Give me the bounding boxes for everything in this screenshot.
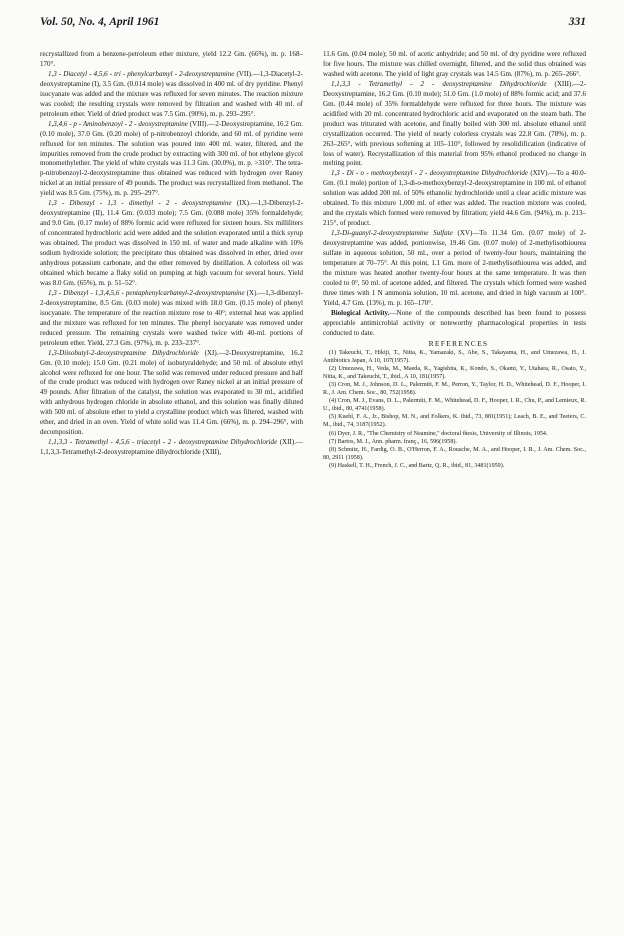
reference-item: (5) Kuehl, F. A., Jr., Bishop, M. N., and Folkers, K. ibid., 73, 881(1951); Leach, B. E., and Teeters, C. M., ibid., 74, 3187(1952). [323, 414, 586, 429]
journal-citation: Vol. 50, No. 4, April 1961 [40, 16, 160, 28]
reference-item: (8) Schmitz, H., Fardig, O. B., O'Herron, F. A., Rousche, M. A., and Hooper, I. R., J. Am. Chem. Soc., 80, 2911 (1958). [323, 446, 586, 461]
compound-title: 1,1,3,3 - Tetramethyl - 4,5,6 - triacetyl - 2 - deoxystreptamine Dihydrochloride [48, 438, 278, 447]
left-paragraph-2: 1,3,4,6 - p - Aminobenzoyl - 2 - deoxystreptamine (VIII).—2-Deoxystreptamine, 16.2 Gm. (0.10 mole), 37.0 Gm. (0.20 mole) of p-nitrobenzoyl chloride, and 60 ml. of pyridine were refluxed for ten minutes. The solution was poured into 400 ml. water, filtered, and the impurities removed from the crude product by extracting with 300 ml. of hot ethylene glycol monomethylether. The yield of white crystals was 11.3 Gm. (30.0%), m. p. >310°. The tetra-p-nitrobenzoyl-2-deoxystreptamine thus obtained was reduced with hydrogen over Raney nickel at an initial pressure of 49 pounds. The product was recrystallized from methanol. The yield was 8.5 Gm. (75%), m. p. 295–297°. [40, 119, 303, 198]
right-column [323, 50, 586, 470]
left-paragraph-1: 1,3 - Diacetyl - 4,5,6 - tri - phenylcarbamyl - 2-deoxystreptamine (VII).—1,3-Diacetyl-2-deoxystreptamine (I), 3.5 Gm. (0.014 mole) was dissolved in 400 ml. of dry pyridine. Phenyl isocyanate was added and the mixture was refluxed for seven minutes. The reaction mixture was cooled; the resulting crystals were removed by filtration and washed with 40 ml. of petroleum ether. Yield of dried product was 7.5 Gm. (90%), m. p. 293–295°. [40, 69, 303, 118]
right-paragraph-1: 1,1,3,3 - Tetramethyl - 2 - deoxystreptamine Dihydrochloride (XIII).—2-Deoxystreptamine, 16.2 Gm. (0.10 mole); 51.0 Gm. (1.0 mole) of 88% formic acid; and 37.6 Gm. (0.44 mole) of 35% formaldehyde were refluxed for three hours. The mixture was acidified with 20 ml. concentrated hydrochloric acid and evaporated on the steam bath. The product was triturated with acetone, and finally boiled with 300 ml. absolute ethanol until crystallization occurred. The yield of nearly colorless crystals was 22.8 Gm. (78%), m. p. 263–265°, with previous softening at 105–110°, followed by resolidification (indicative of loss of water). Recrystallization of this material from 95% ethanol produced no change in melting point. [323, 79, 586, 168]
left-paragraph-4: 1,3 - Dibenzyl - 1,3,4,5,6 - pentaphenylcarbamyl-2-deoxystreptamine (X).—1,3-dibenzyl-2-deoxystreptamine, 8.5 Gm. (0.03 mole) was mixed with 18.0 Gm. (0.15 mole) of phenyl isocyanate. The temperature of the reaction mixture rose to 40°; external heat was applied and the mixture was refluxed for ten minutes. The phenyl isocyanate was removed under reduced pressure. The remaining crystals were washed twice with 40-ml. portions of petroleum ether. Yield, 27.3 Gm. (97%), m. p. 233–237°. [40, 288, 303, 347]
right-paragraph-2: 1,3 - Di - o - methoxybenzyl - 2 - deoxystreptamine Dihydrochloride (XIV).—To a 40.0-Gm. (0.1 mole) portion of 1,3-di-o-methoxybenzyl-2-deoxystreptamine in 100 ml. of ethanol solution was added 200 ml. of 50% ethanolic hydrochloride until a clear acidic mixture was obtained. To this mixture 1,000 ml. of ether was added. The reaction mixture was cooled, and the crystals which formed were removed by filtration; yield 44.6 Gm. (94%), m. p. 213–215°, of product. [323, 169, 586, 228]
page-number: 331 [568, 16, 586, 28]
left-paragraph-3: 1,3 - Dibenzyl - 1,3 - dimethyl - 2 - deoxystreptamine (IX).—1,3-Dibenzyl-2-deoxystreptamine (II), 11.4 Gm. (0.033 mole); 7.5 Gm. (0.088 mole) 35% formaldehyde; and 9.0 Gm. (0.17 mole) of 88% formic acid were refluxed for sixteen hours. Six milliliters of concentrated hydrochloric acid were added and the solution evaporated until a thick syrup was obtained. The product was dissolved in 150 ml. of water and made alkaline with 10% sodium hydroxide solution; the precipitate thus obtained was dissolved in ether, dried over anhydrous potassium carbonate, and the ether removed by distillation. A colorless oil was obtained which became a flaky solid on pumping at high vacuum for several hours. Yield was 8.0 Gm. (65%), m. p. 51–52°. [40, 199, 303, 287]
reference-item: (9) Haskell, T. H., French, J. C., and Bartz, Q. R., ibid., 81, 3481(1959). [329, 462, 505, 469]
compound-title: 1,3 - Dibenzyl - 1,3,4,5,6 - pentaphenylcarbamyl-2-deoxystreptamine [48, 288, 245, 297]
section-heading: Biological Activity. [331, 308, 390, 317]
compound-title: 1,3 - Dibenzyl - 1,3 - dimethyl - 2 - deoxystreptamine [48, 199, 232, 208]
page-header [40, 16, 586, 32]
reference-item: (3) Cron, M. J., Johnson, D. L., Palermiti, F. M., Perron, Y., Taylor, H. D., Whitehead, D. F., Hooper, I. R., J. Am. Chem. Soc., 80, 752(1958). [323, 381, 586, 397]
left-paragraph-5: 1,3-Diisobutyl-2-deoxystreptamine Dihydrochloride (XI).—2-Deoxystreptamine, 16.2 Gm. (0.10 mole); 15.0 Gm. (0.21 mole) of isobutyraldehyde; and 50 ml. of absolute ethyl alcohol were refluxed for one hour. The solid was removed under reduced pressure and half of the crude product was reduced with hydrogen over Raney nickel at an initial pressure of 49 pounds. After filtration of the catalyst, the solution was evaporated to 30 ml., acidified with anhydrous hydrogen chloride in absolute ethanol, and this solution was finally diluted with 500 ml. of absolute ether to yield a crystalline product which was filtered, washed with ether, and dried in an oven. Yield of white solid was 11.4 Gm. (66%), m. p. 294–296°, with decomposition. [40, 348, 303, 437]
reference-item: (2) Umezawa, H., Veda, M., Maeda, K., Yagishita, K., Kondo, S., Okami, Y., Utahara, R., Osato, Y., Nitta, K., and Takeuchi, T., ibid., A 10, 181(1957). [323, 365, 586, 380]
reference-item: (4) Cron, M. J., Evans, D. L., Palermiti, F. M., Whitehead, D. F., Hooper, I. R., Chu, P., and Lemieux, R. U., ibid., 80, 4741(1958). [323, 398, 586, 413]
references-heading: REFERENCES [428, 338, 489, 348]
compound-title: 1,3-Diisobutyl-2-deoxystreptamine Dihydrochloride [48, 348, 199, 357]
reference-item: (6) Dyer, J. R., "The Chemistry of Neamine," doctoral thesis, University of Illinois, 1954. [329, 430, 548, 437]
reference-item: (7) Bartos, M. J., Ann. pharm. franç., 16, 596(1958). [329, 438, 457, 445]
right-paragraph-3: 1,3-Di-guanyl-2-deoxystreptamine Sulfate (XV)—To 11.34 Gm. (0.07 mole) of 2-deoxystreptamine was added, portionwise, 19.46 Gm. (0.07 mole) of 2-methylisothiourea sulfate in aqueous solution, 50 ml., over a period of twenty-four hours, maintaining the temperature at 70–75°. At this point, 1.1 Gm. more of 2-methylisothiourea was added, and the mixture was heated another twenty-four hours at the same temperature. It was then cooled to 0°, 50 ml. of acetone added, and filtered. The crystals which formed were washed three times with 1 N ammonia solution, 10 ml. acetone, and dried in high vacuum at 100°. Yield, 4.7 Gm. (13%), m. p. 165–170°. [323, 229, 586, 307]
compound-title: 1,3-Di-guanyl-2-deoxystreptamine Sulfate [331, 229, 453, 238]
left-paragraph-6: 1,1,3,3 - Tetramethyl - 4,5,6 - triacetyl - 2 - deoxystreptamine Dihydrochloride (XII).—1,1,3,3-Tetramethyl-2-deoxystreptamine dihydrochloride (XIII), [40, 438, 303, 457]
compound-title: 1,1,3,3 - Tetramethyl - 2 - deoxystreptamine Dihydrochloride [331, 79, 547, 88]
right-paragraph-4: Biological Activity.—None of the compounds described has been found to possess appreciable antimicrobial activity or noteworthy pharmacological properties in tests conducted to date. [323, 308, 586, 337]
left-paragraph-0: recrystallized from a benzene-petroleum ether mixture, yield 12.2 Gm. (66%), m. p. 168–170°. [40, 50, 303, 68]
compound-title: 1,3 - Di - o - methoxybenzyl - 2 - deoxystreptamine Dihydrochloride [331, 169, 529, 178]
right-paragraph-0: 11.6 Gm. (0.04 mole); 50 ml. of acetic anhydride; and 50 ml. of dry pyridine were refluxed for five hours. The mixture was chilled overnight, filtered, and the solid thus obtained was washed with acetone. The yield of light gray crystals was 14.5 Gm. (87%), m. p. 265–266°. [323, 50, 586, 78]
compound-title: 1,3,4,6 - p - Aminobenzoyl - 2 - deoxystreptamine [48, 119, 188, 128]
references-list [323, 349, 586, 470]
reference-item: (1) Takeuchi, T., Hikiji, T., Nitta, K., Yamazaki, S., Abe, S., Takayama, H., and Umezawa, H., J. Antibiotics Japan, A 10, 107(1957). [323, 349, 586, 364]
compound-title: 1,3 - Diacetyl - 4,5,6 - tri - phenylcarbamyl - 2-deoxystreptamine [48, 69, 235, 78]
left-column [40, 50, 303, 458]
